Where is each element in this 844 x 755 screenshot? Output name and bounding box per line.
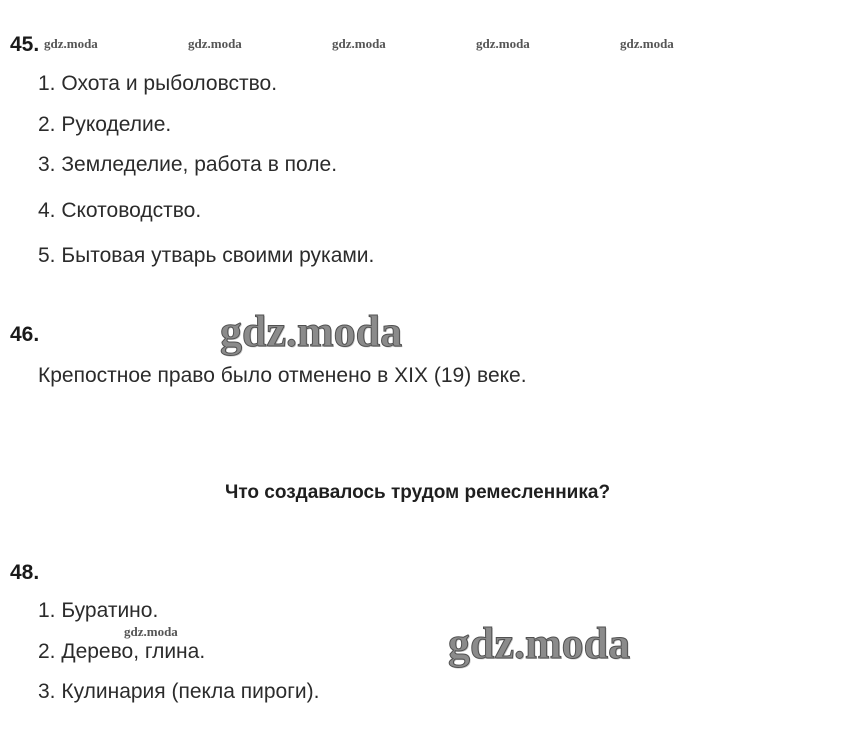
task-45-item-2: 2. Рукоделие. — [38, 113, 172, 136]
task-45-item-1: 1. Охота и рыболовство. — [38, 72, 278, 95]
task-45-number: 45. — [10, 33, 40, 56]
watermark-large-2: gdz.moda — [448, 619, 631, 668]
watermark-small-4: gdz.moda — [476, 36, 530, 51]
watermark-small-1: gdz.moda — [44, 36, 98, 51]
task-45-item-3: 3. Земледелие, работа в поле. — [38, 153, 338, 176]
watermark-large-1: gdz.moda — [220, 307, 403, 356]
task-48-item-2: 2. Дерево, глина. — [38, 640, 206, 663]
watermark-small-3: gdz.moda — [332, 36, 386, 51]
watermark-small-6: gdz.moda — [124, 624, 178, 639]
task-48-item-1: 1. Буратино. — [38, 599, 159, 622]
watermark-small-5: gdz.moda — [620, 36, 674, 51]
task-48-item-3: 3. Кулинария (пекла пироги). — [38, 680, 320, 703]
task-46-number: 46. — [10, 323, 40, 346]
watermark-small-2: gdz.moda — [188, 36, 242, 51]
task-45-item-4: 4. Скотоводство. — [38, 199, 202, 222]
question-heading: Что создавалось трудом ремесленника? — [225, 482, 611, 503]
task-45-item-5: 5. Бытовая утварь своими руками. — [38, 244, 375, 267]
task-48-number: 48. — [10, 561, 40, 584]
task-46-answer: Крепостное право было отменено в XIX (19) веке. — [38, 364, 527, 387]
